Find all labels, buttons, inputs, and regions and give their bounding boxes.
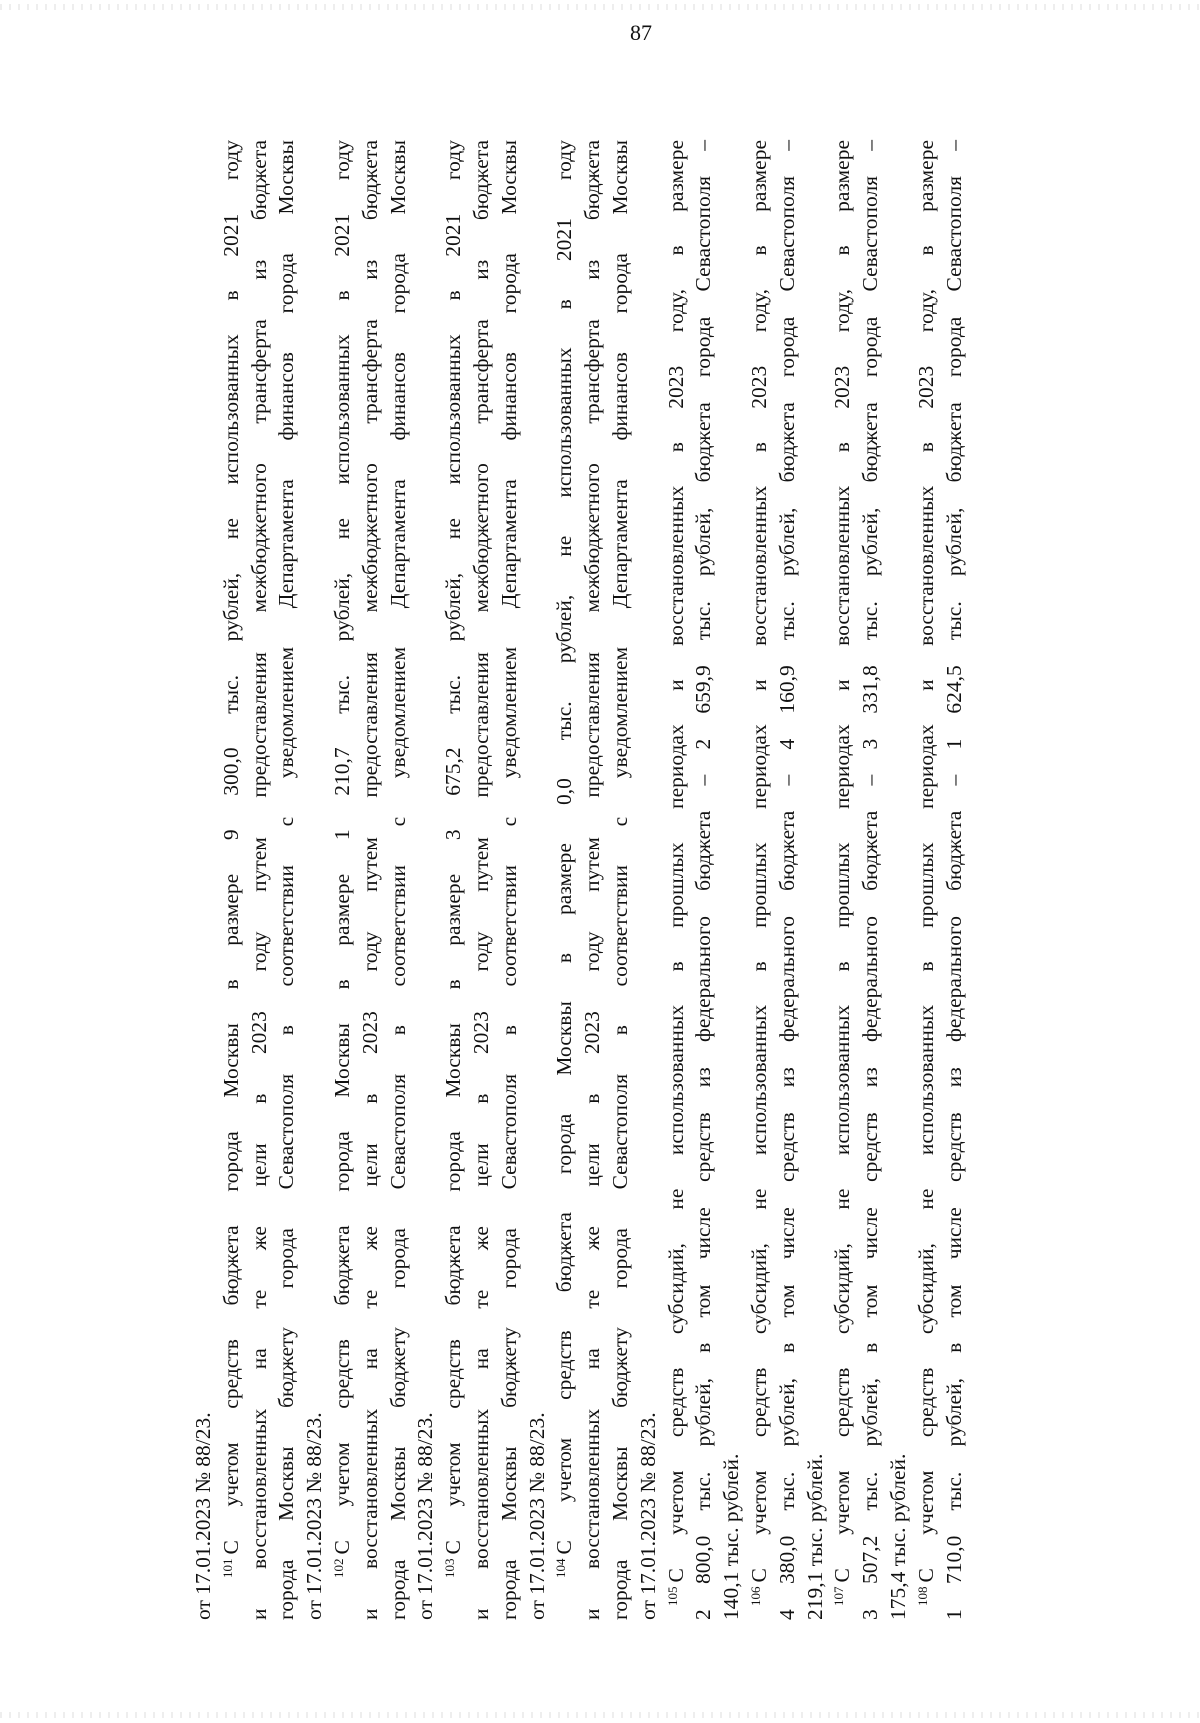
footnote-text: С учетом средств субсидий, не использованных в прошлых периодах и восстановленных в 2023 году, в размере (746, 140, 771, 1583)
footnote-line (246, 140, 274, 1620)
footnote-line (412, 140, 440, 1620)
footnote-text: города Москвы бюджету города Севастополя в соответствии с уведомлением Департамента финансов города Москвы (385, 140, 410, 1620)
footnote-text: С учетом средств бюджета города Москвы в размере 1 210,7 тыс. рублей, не использованных в 2021 году (329, 140, 354, 1555)
footnote-text: города Москвы бюджету города Севастополя в соответствии с уведомлением Департамента финансов города Москвы (496, 140, 521, 1620)
footnote-line (524, 140, 552, 1620)
footnote-text: и восстановленных на те же цели в 2023 году путем предоставления межбюджетного трансферта из бюджета (357, 140, 382, 1620)
footnote-start-line (218, 140, 246, 1620)
footnote-marker: 107 (831, 1586, 847, 1606)
footnote-start-line (746, 140, 774, 1620)
footnote-text: от 17.01.2023 № 88/23. (302, 1412, 327, 1620)
footnote-text: С учетом средств бюджета города Москвы в размере 0,0 тыс. рублей, не использованных в 2021 году (552, 140, 577, 1555)
footnote-start-line (663, 140, 691, 1620)
footnote-text: от 17.01.2023 № 88/23. (635, 1412, 660, 1620)
footnote-line (496, 140, 524, 1620)
footnote-line (774, 140, 802, 1620)
footnote-line (885, 140, 913, 1620)
footnote-text: от 17.01.2023 № 88/23. (191, 1412, 215, 1620)
footnote-text: С учетом средств субсидий, не использованных в прошлых периодах и восстановленных в 2023 году, в размере (663, 140, 688, 1583)
footnote-text: С учетом средств бюджета города Москвы в размере 3 675,2 тыс. рублей, не использованных в 2021 году (441, 140, 466, 1555)
scan-edge-top (0, 4, 1200, 10)
footnote-text: 4 380,0 тыс. рублей, в том числе средств из федерального бюджета – 4 160,9 тыс. рублей, бюджета города Севастополя – (774, 140, 799, 1620)
footnote-line (802, 140, 830, 1620)
footnote-start-line (913, 140, 941, 1620)
footnotes-list (190, 140, 968, 1620)
footnote-text: от 17.01.2023 № 88/23. (413, 1412, 438, 1620)
footnote-start-line (829, 140, 857, 1620)
footnote-line (468, 140, 496, 1620)
footnote-text: города Москвы бюджету города Севастополя в соответствии с уведомлением Департамента финансов города Москвы (607, 140, 632, 1620)
footnote-marker: 103 (442, 1558, 458, 1578)
footnote-marker: 105 (664, 1586, 680, 1606)
footnote-marker: 102 (330, 1558, 346, 1578)
footnote-line (357, 140, 385, 1620)
footnote-text: 175,4 тыс. рублей. (885, 1453, 910, 1620)
footnote-line (857, 140, 885, 1620)
scan-edge-bottom (0, 1712, 1200, 1718)
footnote-line (273, 140, 301, 1620)
footnote-text: и восстановленных на те же цели в 2023 году путем предоставления межбюджетного трансферта из бюджета (468, 140, 493, 1620)
footnote-line (607, 140, 635, 1620)
footnote-text: города Москвы бюджету города Севастополя в соответствии с уведомлением Департамента финансов города Москвы (274, 140, 299, 1620)
footnote-text: 2 800,0 тыс. рублей, в том числе средств из федерального бюджета – 2 659,9 тыс. рублей, бюджета города Севастополя – (691, 140, 716, 1620)
footnote-marker: 104 (553, 1558, 569, 1578)
footnote-text: С учетом средств бюджета города Москвы в размере 9 300,0 тыс. рублей, не использованных в 2021 году (218, 140, 243, 1555)
footnote-line (385, 140, 413, 1620)
footnote-text: и восстановленных на те же цели в 2023 году путем предоставления межбюджетного трансферта из бюджета (580, 140, 605, 1620)
footnote-line (579, 140, 607, 1620)
footnote-marker: 106 (747, 1586, 763, 1606)
footnote-line (941, 140, 969, 1620)
footnote-text: от 17.01.2023 № 88/23. (524, 1412, 549, 1620)
rotated-footnotes-block (190, 140, 1110, 1620)
footnote-start-line (551, 140, 579, 1620)
footnote-start-line (440, 140, 468, 1620)
footnote-text: 219,1 тыс. рублей. (802, 1453, 827, 1620)
footnote-text: и восстановленных на те же цели в 2023 году путем предоставления межбюджетного трансферта из бюджета (246, 140, 271, 1620)
footnote-text: 140,1 тыс. рублей. (719, 1453, 744, 1620)
footnote-marker: 108 (914, 1586, 930, 1606)
footnote-line (635, 140, 663, 1620)
footnote-text: С учетом средств субсидий, не использованных в прошлых периодах и восстановленных в 2023 году, в размере (913, 140, 938, 1583)
footnote-line (301, 140, 329, 1620)
footnote-line (190, 140, 218, 1620)
footnote-text: 1 710,0 тыс. рублей, в том числе средств из федерального бюджета – 1 624,5 тыс. рублей, бюджета города Севастополя – (941, 140, 966, 1620)
footnote-line (690, 140, 718, 1620)
footnote-start-line (329, 140, 357, 1620)
footnote-text: 3 507,2 тыс. рублей, в том числе средств из федерального бюджета – 3 331,8 тыс. рублей, бюджета города Севастополя – (858, 140, 883, 1620)
footnote-marker: 101 (219, 1558, 235, 1578)
footnote-text: С учетом средств субсидий, не использованных в прошлых периодах и восстановленных в 2023 году, в размере (830, 140, 855, 1583)
page-number: 87 (630, 20, 652, 45)
footnote-line (718, 140, 746, 1620)
